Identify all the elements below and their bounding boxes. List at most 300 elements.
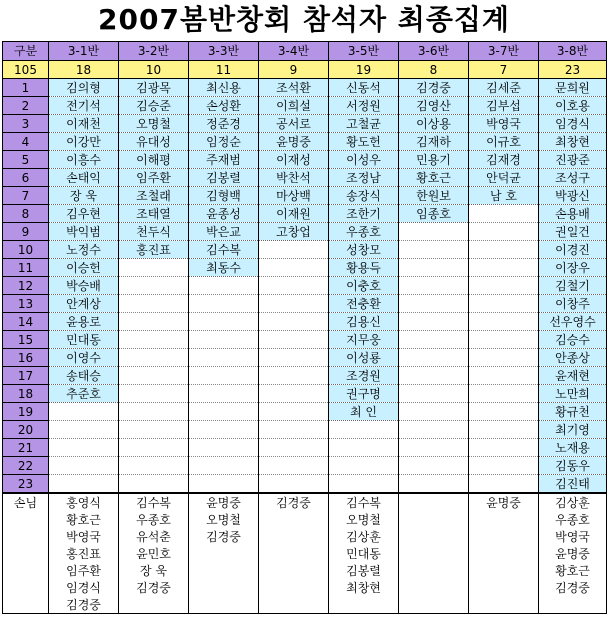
row-number: 5 bbox=[3, 151, 49, 169]
table-row bbox=[3, 367, 607, 385]
empty-cell bbox=[259, 367, 329, 385]
attendee-name: 권구명 bbox=[329, 385, 399, 403]
table-row bbox=[3, 241, 607, 259]
attendee-name: 황도헌 bbox=[329, 133, 399, 151]
empty-cell bbox=[119, 385, 189, 403]
guest-name: 우종호 bbox=[539, 511, 607, 528]
empty-cell bbox=[189, 545, 259, 562]
attendee-name: 김승준 bbox=[119, 97, 189, 115]
attendee-name: 김부섭 bbox=[469, 97, 539, 115]
empty-cell bbox=[259, 385, 329, 403]
guest-name: 김수복 bbox=[119, 493, 189, 511]
empty-cell bbox=[189, 439, 259, 457]
empty-cell bbox=[3, 511, 49, 528]
guest-name: 황호근 bbox=[49, 511, 119, 528]
attendee-name: 공서로 bbox=[259, 115, 329, 133]
attendee-name: 최창현 bbox=[539, 133, 607, 151]
attendee-name: 김동우 bbox=[539, 457, 607, 475]
empty-cell bbox=[119, 367, 189, 385]
attendee-name: 김우현 bbox=[49, 205, 119, 223]
empty-cell bbox=[259, 457, 329, 475]
row-number: 11 bbox=[3, 259, 49, 277]
attendee-name: 조석환 bbox=[259, 79, 329, 97]
attendee-name: 조성구 bbox=[539, 169, 607, 187]
attendee-name: 김경중 bbox=[399, 79, 469, 97]
attendee-name: 노정수 bbox=[49, 241, 119, 259]
empty-cell bbox=[259, 241, 329, 259]
attendee-name: 이충호 bbox=[329, 277, 399, 295]
row-number: 7 bbox=[3, 187, 49, 205]
empty-cell bbox=[3, 579, 49, 596]
empty-cell bbox=[119, 259, 189, 277]
empty-cell bbox=[189, 562, 259, 579]
row-number: 20 bbox=[3, 421, 49, 439]
empty-cell bbox=[399, 331, 469, 349]
empty-cell bbox=[119, 596, 189, 614]
row-number: 9 bbox=[3, 223, 49, 241]
empty-cell bbox=[329, 421, 399, 439]
guest-row bbox=[3, 579, 607, 596]
empty-cell bbox=[399, 545, 469, 562]
attendee-name: 이재성 bbox=[259, 151, 329, 169]
empty-cell bbox=[539, 596, 607, 614]
empty-cell bbox=[3, 596, 49, 614]
attendee-name: 김승수 bbox=[539, 331, 607, 349]
guest-name: 김상훈 bbox=[329, 528, 399, 545]
count-cell: 105 bbox=[3, 61, 49, 79]
attendee-name: 추준호 bbox=[49, 385, 119, 403]
guest-name: 최창현 bbox=[329, 579, 399, 596]
empty-cell bbox=[399, 403, 469, 421]
attendee-name: 이상용 bbox=[399, 115, 469, 133]
guest-name: 오명철 bbox=[189, 511, 259, 528]
attendee-name: 임경식 bbox=[539, 115, 607, 133]
empty-cell bbox=[259, 579, 329, 596]
guest-name: 장 욱 bbox=[119, 562, 189, 579]
guest-name: 민대동 bbox=[329, 545, 399, 562]
empty-cell bbox=[329, 457, 399, 475]
table-row bbox=[3, 169, 607, 187]
table-row bbox=[3, 151, 607, 169]
empty-cell bbox=[469, 277, 539, 295]
empty-cell bbox=[469, 313, 539, 331]
attendee-name: 박찬석 bbox=[259, 169, 329, 187]
empty-cell bbox=[49, 457, 119, 475]
table-row bbox=[3, 187, 607, 205]
empty-cell bbox=[469, 403, 539, 421]
count-row bbox=[3, 61, 607, 79]
row-number: 18 bbox=[3, 385, 49, 403]
table-row bbox=[3, 457, 607, 475]
empty-cell bbox=[329, 439, 399, 457]
table-row bbox=[3, 259, 607, 277]
attendee-name: 노재용 bbox=[539, 439, 607, 457]
table-row bbox=[3, 97, 607, 115]
attendee-name: 송장식 bbox=[329, 187, 399, 205]
attendee-name: 윤명중 bbox=[259, 133, 329, 151]
empty-cell bbox=[189, 579, 259, 596]
attendee-name: 이해평 bbox=[119, 151, 189, 169]
attendee-name: 손성환 bbox=[189, 97, 259, 115]
attendee-name: 박승배 bbox=[49, 277, 119, 295]
attendee-name: 이희설 bbox=[259, 97, 329, 115]
row-number: 14 bbox=[3, 313, 49, 331]
header-cell: 3-4반 bbox=[259, 42, 329, 61]
attendee-name: 지무웅 bbox=[329, 331, 399, 349]
empty-cell bbox=[119, 349, 189, 367]
empty-cell bbox=[189, 277, 259, 295]
attendee-name: 신동석 bbox=[329, 79, 399, 97]
attendee-name: 전충환 bbox=[329, 295, 399, 313]
attendee-name: 이성룡 bbox=[329, 349, 399, 367]
attendance-table bbox=[2, 41, 607, 614]
table-row bbox=[3, 403, 607, 421]
guest-name: 윤민호 bbox=[119, 545, 189, 562]
empty-cell bbox=[119, 331, 189, 349]
empty-cell bbox=[399, 596, 469, 614]
table-row bbox=[3, 115, 607, 133]
row-number: 23 bbox=[3, 475, 49, 494]
attendee-name: 조정남 bbox=[329, 169, 399, 187]
header-cell: 3-3반 bbox=[189, 42, 259, 61]
empty-cell bbox=[259, 403, 329, 421]
guest-name: 우종호 bbox=[119, 511, 189, 528]
table-row bbox=[3, 439, 607, 457]
attendee-name: 정준경 bbox=[189, 115, 259, 133]
attendee-name: 조한기 bbox=[329, 205, 399, 223]
guest-row bbox=[3, 545, 607, 562]
empty-cell bbox=[399, 421, 469, 439]
empty-cell bbox=[259, 528, 329, 545]
empty-cell bbox=[469, 562, 539, 579]
empty-cell bbox=[49, 421, 119, 439]
attendee-name: 이재원 bbox=[259, 205, 329, 223]
empty-cell bbox=[259, 349, 329, 367]
empty-cell bbox=[399, 385, 469, 403]
empty-cell bbox=[399, 439, 469, 457]
attendee-name: 조태열 bbox=[119, 205, 189, 223]
empty-cell bbox=[329, 596, 399, 614]
table-row bbox=[3, 313, 607, 331]
attendee-name: 김철기 bbox=[539, 277, 607, 295]
count-cell: 9 bbox=[259, 61, 329, 79]
empty-cell bbox=[189, 475, 259, 494]
header-cell: 3-7반 bbox=[469, 42, 539, 61]
empty-cell bbox=[399, 511, 469, 528]
attendee-name: 홍진표 bbox=[119, 241, 189, 259]
empty-cell bbox=[469, 223, 539, 241]
row-number: 8 bbox=[3, 205, 49, 223]
empty-cell bbox=[469, 205, 539, 223]
empty-cell bbox=[119, 403, 189, 421]
row-number: 19 bbox=[3, 403, 49, 421]
empty-cell bbox=[259, 439, 329, 457]
empty-cell bbox=[119, 439, 189, 457]
header-cell: 구분 bbox=[3, 42, 49, 61]
count-cell: 11 bbox=[189, 61, 259, 79]
empty-cell bbox=[119, 421, 189, 439]
guest-name: 김경중 bbox=[49, 596, 119, 614]
attendee-name: 전기석 bbox=[49, 97, 119, 115]
attendee-name: 박은교 bbox=[189, 223, 259, 241]
attendee-name: 황규천 bbox=[539, 403, 607, 421]
empty-cell bbox=[399, 295, 469, 313]
guest-name: 임주환 bbox=[49, 562, 119, 579]
row-number: 17 bbox=[3, 367, 49, 385]
row-number: 2 bbox=[3, 97, 49, 115]
empty-cell bbox=[49, 403, 119, 421]
empty-cell bbox=[259, 331, 329, 349]
attendee-name: 손태익 bbox=[49, 169, 119, 187]
attendee-name: 김용신 bbox=[329, 313, 399, 331]
table-row bbox=[3, 277, 607, 295]
count-cell: 7 bbox=[469, 61, 539, 79]
guest-name: 김경중 bbox=[539, 579, 607, 596]
empty-cell bbox=[399, 528, 469, 545]
guest-name: 유석춘 bbox=[119, 528, 189, 545]
empty-cell bbox=[259, 313, 329, 331]
table-row bbox=[3, 133, 607, 151]
empty-cell bbox=[469, 367, 539, 385]
guest-name: 김봉렬 bbox=[329, 562, 399, 579]
empty-cell bbox=[189, 385, 259, 403]
count-cell: 19 bbox=[329, 61, 399, 79]
guest-name: 김수복 bbox=[329, 493, 399, 511]
guest-name: 홍영식 bbox=[49, 493, 119, 511]
attendee-name: 고철균 bbox=[329, 115, 399, 133]
attendee-name: 선우영수 bbox=[539, 313, 607, 331]
empty-cell bbox=[49, 475, 119, 494]
attendee-name: 이경진 bbox=[539, 241, 607, 259]
attendee-name: 윤종성 bbox=[189, 205, 259, 223]
attendee-name: 주재범 bbox=[189, 151, 259, 169]
attendee-name: 최기영 bbox=[539, 421, 607, 439]
header-cell: 3-6반 bbox=[399, 42, 469, 61]
empty-cell bbox=[189, 331, 259, 349]
attendee-name: 안종상 bbox=[539, 349, 607, 367]
attendee-name: 권일건 bbox=[539, 223, 607, 241]
empty-cell bbox=[189, 295, 259, 313]
empty-cell bbox=[469, 511, 539, 528]
empty-cell bbox=[189, 403, 259, 421]
table-row bbox=[3, 421, 607, 439]
attendee-name: 서정원 bbox=[329, 97, 399, 115]
attendee-name: 김봉렬 bbox=[189, 169, 259, 187]
guest-name: 황호근 bbox=[539, 562, 607, 579]
attendee-name: 오명철 bbox=[119, 115, 189, 133]
attendee-name: 박광신 bbox=[539, 187, 607, 205]
attendee-name: 남 호 bbox=[469, 187, 539, 205]
empty-cell bbox=[399, 457, 469, 475]
attendee-name: 유대성 bbox=[119, 133, 189, 151]
attendee-name: 고창업 bbox=[259, 223, 329, 241]
count-cell: 18 bbox=[49, 61, 119, 79]
empty-cell bbox=[189, 367, 259, 385]
empty-cell bbox=[259, 421, 329, 439]
attendee-name: 송태승 bbox=[49, 367, 119, 385]
attendee-name: 김세준 bbox=[469, 79, 539, 97]
row-number: 10 bbox=[3, 241, 49, 259]
guest-name: 박영국 bbox=[49, 528, 119, 545]
header-cell: 3-2반 bbox=[119, 42, 189, 61]
attendee-name: 김광목 bbox=[119, 79, 189, 97]
attendee-name: 우종호 bbox=[329, 223, 399, 241]
empty-cell bbox=[3, 545, 49, 562]
guest-label: 손님 bbox=[3, 493, 49, 511]
attendee-name: 김재하 bbox=[399, 133, 469, 151]
attendee-name: 김진태 bbox=[539, 475, 607, 494]
attendee-name: 조철래 bbox=[119, 187, 189, 205]
table-row bbox=[3, 331, 607, 349]
empty-cell bbox=[469, 295, 539, 313]
attendee-name: 조경원 bbox=[329, 367, 399, 385]
attendee-name: 이창주 bbox=[539, 295, 607, 313]
header-cell: 3-8반 bbox=[539, 42, 607, 61]
empty-cell bbox=[3, 528, 49, 545]
empty-cell bbox=[189, 457, 259, 475]
attendee-name: 이규호 bbox=[469, 133, 539, 151]
empty-cell bbox=[259, 475, 329, 494]
empty-cell bbox=[399, 475, 469, 494]
attendee-name: 문희원 bbox=[539, 79, 607, 97]
guest-row bbox=[3, 511, 607, 528]
attendee-name: 이장우 bbox=[539, 259, 607, 277]
attendee-name: 천두식 bbox=[119, 223, 189, 241]
guest-name: 임경식 bbox=[49, 579, 119, 596]
guest-name: 김경중 bbox=[189, 528, 259, 545]
empty-cell bbox=[469, 439, 539, 457]
empty-cell bbox=[399, 223, 469, 241]
attendee-name: 손용배 bbox=[539, 205, 607, 223]
empty-cell bbox=[119, 457, 189, 475]
guest-name: 박영국 bbox=[539, 528, 607, 545]
attendee-name: 진광준 bbox=[539, 151, 607, 169]
empty-cell bbox=[399, 349, 469, 367]
attendee-name: 황용득 bbox=[329, 259, 399, 277]
empty-cell bbox=[399, 562, 469, 579]
count-cell: 10 bbox=[119, 61, 189, 79]
guest-row bbox=[3, 493, 607, 511]
attendee-name: 성창모 bbox=[329, 241, 399, 259]
attendee-name: 민용기 bbox=[399, 151, 469, 169]
empty-cell bbox=[119, 475, 189, 494]
row-number: 3 bbox=[3, 115, 49, 133]
attendee-name: 최 인 bbox=[329, 403, 399, 421]
attendee-name: 안계상 bbox=[49, 295, 119, 313]
empty-cell bbox=[399, 579, 469, 596]
table-row bbox=[3, 79, 607, 97]
attendee-name: 노만희 bbox=[539, 385, 607, 403]
row-number: 15 bbox=[3, 331, 49, 349]
attendee-name: 박영국 bbox=[469, 115, 539, 133]
header-row bbox=[3, 42, 607, 61]
row-number: 4 bbox=[3, 133, 49, 151]
empty-cell bbox=[399, 493, 469, 511]
row-number: 12 bbox=[3, 277, 49, 295]
attendee-name: 안덕균 bbox=[469, 169, 539, 187]
table-row bbox=[3, 295, 607, 313]
table-row bbox=[3, 385, 607, 403]
attendee-name: 장 욱 bbox=[49, 187, 119, 205]
empty-cell bbox=[469, 259, 539, 277]
page-title: 2007봄반창회 참석자 최종집계 bbox=[98, 3, 510, 36]
empty-cell bbox=[259, 596, 329, 614]
empty-cell bbox=[469, 331, 539, 349]
attendee-name: 윤재현 bbox=[539, 367, 607, 385]
empty-cell bbox=[469, 349, 539, 367]
guest-row bbox=[3, 528, 607, 545]
count-cell: 23 bbox=[539, 61, 607, 79]
empty-cell bbox=[189, 421, 259, 439]
attendee-name: 김수복 bbox=[189, 241, 259, 259]
empty-cell bbox=[119, 295, 189, 313]
header-cell: 3-1반 bbox=[49, 42, 119, 61]
table-row bbox=[3, 223, 607, 241]
guest-name: 김경중 bbox=[119, 579, 189, 596]
empty-cell bbox=[259, 511, 329, 528]
empty-cell bbox=[259, 562, 329, 579]
empty-cell bbox=[329, 475, 399, 494]
empty-cell bbox=[259, 259, 329, 277]
attendee-name: 김형백 bbox=[189, 187, 259, 205]
attendee-name: 김영산 bbox=[399, 97, 469, 115]
attendee-name: 최동수 bbox=[189, 259, 259, 277]
empty-cell bbox=[189, 313, 259, 331]
guest-row bbox=[3, 596, 607, 614]
empty-cell bbox=[399, 277, 469, 295]
empty-cell bbox=[189, 349, 259, 367]
row-number: 13 bbox=[3, 295, 49, 313]
empty-cell bbox=[469, 579, 539, 596]
attendee-name: 이영수 bbox=[49, 349, 119, 367]
attendee-name: 이재천 bbox=[49, 115, 119, 133]
empty-cell bbox=[49, 439, 119, 457]
empty-cell bbox=[399, 241, 469, 259]
attendee-name: 임정순 bbox=[189, 133, 259, 151]
row-number: 22 bbox=[3, 457, 49, 475]
guest-name: 윤명중 bbox=[189, 493, 259, 511]
attendee-name: 한원보 bbox=[399, 187, 469, 205]
empty-cell bbox=[259, 277, 329, 295]
empty-cell bbox=[469, 385, 539, 403]
empty-cell bbox=[469, 528, 539, 545]
empty-cell bbox=[399, 313, 469, 331]
empty-cell bbox=[119, 313, 189, 331]
row-number: 16 bbox=[3, 349, 49, 367]
empty-cell bbox=[259, 295, 329, 313]
attendee-name: 마상백 bbox=[259, 187, 329, 205]
attendee-name: 김의형 bbox=[49, 79, 119, 97]
guest-name: 윤명중 bbox=[539, 545, 607, 562]
empty-cell bbox=[469, 596, 539, 614]
attendee-name: 임종호 bbox=[399, 205, 469, 223]
empty-cell bbox=[119, 277, 189, 295]
attendee-name: 임주환 bbox=[119, 169, 189, 187]
guest-name: 김경중 bbox=[259, 493, 329, 511]
empty-cell bbox=[469, 421, 539, 439]
table-row bbox=[3, 475, 607, 494]
table-row bbox=[3, 349, 607, 367]
empty-cell bbox=[259, 545, 329, 562]
attendee-name: 박익범 bbox=[49, 223, 119, 241]
guest-name: 윤명중 bbox=[469, 493, 539, 511]
guest-name: 김상훈 bbox=[539, 493, 607, 511]
empty-cell bbox=[189, 596, 259, 614]
empty-cell bbox=[399, 367, 469, 385]
attendee-name: 최신용 bbox=[189, 79, 259, 97]
header-cell: 3-5반 bbox=[329, 42, 399, 61]
attendee-name: 민대동 bbox=[49, 331, 119, 349]
